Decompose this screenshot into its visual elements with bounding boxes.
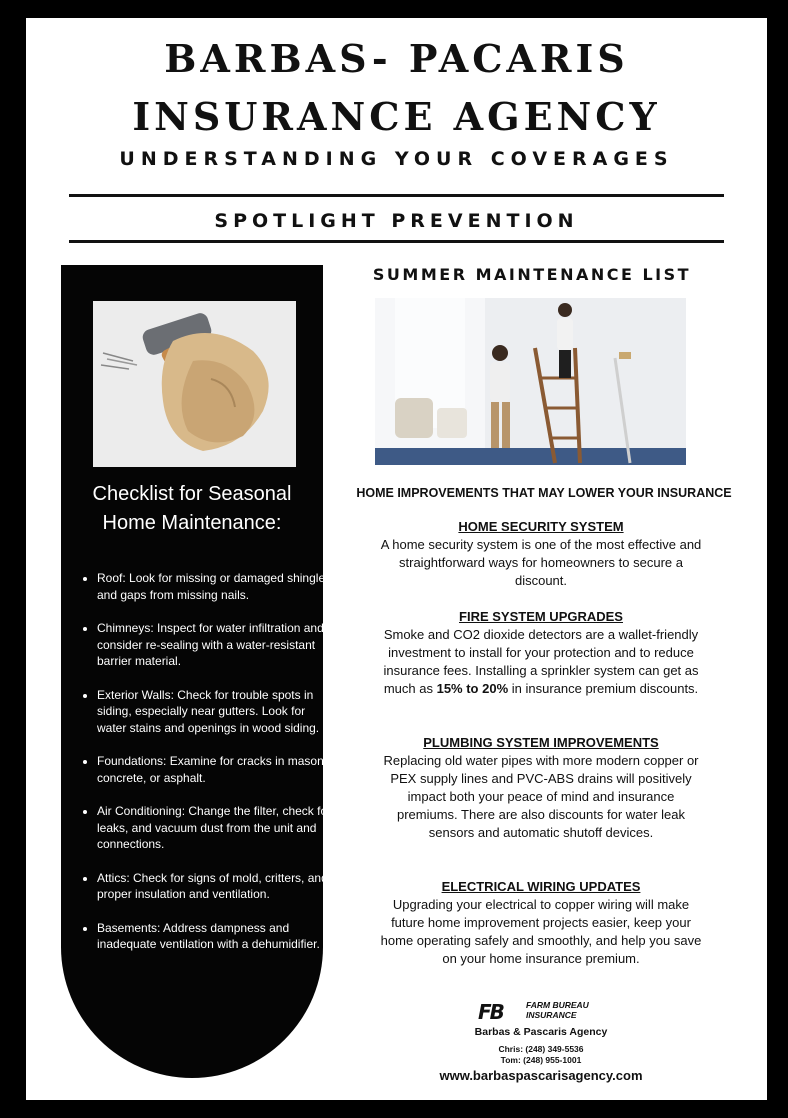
- hammer-gloves-image: [93, 301, 296, 467]
- divider-bottom: [69, 240, 724, 243]
- painting-photo: [375, 298, 686, 465]
- section-home-security: [376, 518, 706, 590]
- section-title: ELECTRICAL WIRING UPDATES: [441, 879, 641, 894]
- checklist-sidebar: [61, 265, 337, 1078]
- logo-line2: INSURANCE: [526, 1010, 577, 1020]
- section-body: A home security system is one of the most effective and straightforward ways for homeowners to secure a discount.: [380, 537, 702, 588]
- phone-tom: Tom: (248) 955-1001: [500, 1055, 582, 1065]
- improvements-heading: HOME IMPROVEMENTS THAT MAY LOWER YOUR INSURANCE: [356, 486, 732, 500]
- summer-maintenance-heading: SUMMER MAINTENANCE LIST: [372, 265, 692, 284]
- checklist-item: • Basements: Address dampness and inadequate ventilation with a dehumidifier.: [97, 920, 337, 953]
- section-plumbing: [376, 734, 706, 842]
- section-body: Replacing old water pipes with more modern copper or PEX supply lines and PVC-ABS drains will positively impact both your peace of mind and insurance premiums. There are also discounts for water leak sensors and automatic shutoff devices.: [383, 753, 699, 840]
- discount-range: 15% to 20%: [436, 681, 509, 696]
- checklist-heading-line1: Checklist for Seasonal: [92, 483, 292, 505]
- checklist-heading: [61, 480, 323, 538]
- website-link[interactable]: www.barbaspascarisagency.com: [439, 1068, 643, 1083]
- farm-bureau-logo: [478, 1000, 608, 1022]
- farm-bureau-logo-text: [526, 1000, 589, 1020]
- section-electrical: [376, 878, 706, 968]
- agency-name: Barbas & Pascaris Agency: [474, 1026, 608, 1038]
- agency-title-line1: BARBAS- PACARIS: [164, 36, 629, 81]
- subtitle: UNDERSTANDING YOUR COVERAGES: [119, 148, 674, 170]
- checklist-item: • Attics: Check for signs of mold, critters, and proper insulation and ventilation.: [97, 870, 337, 903]
- section-body: Upgrading your electrical to copper wiring will make future home improvement projects easier, keep your home operating safely and smoothly, and help you save on your home insurance premium.: [380, 897, 702, 966]
- phone-chris: Chris: (248) 349-5536: [498, 1044, 584, 1054]
- section-title: FIRE SYSTEM UPGRADES: [459, 609, 623, 624]
- section-title: HOME SECURITY SYSTEM: [458, 519, 624, 534]
- section-fire-system: [376, 608, 706, 698]
- farm-bureau-logo-mark: FB: [478, 1000, 503, 1024]
- checklist-item: • Foundations: Examine for cracks in masonry, concrete, or asphalt.: [97, 753, 337, 786]
- logo-line1: FARM BUREAU: [526, 1000, 589, 1010]
- checklist-item: • Roof: Look for missing or damaged shingles, and gaps from missing nails.: [97, 570, 337, 603]
- agency-title-line2: INSURANCE AGENCY: [132, 94, 661, 139]
- section-body: Smoke and CO2 dioxide detectors are a wallet-friendly investment to install for your protection and to reduce insurance fees. Installing a sprinkler system can get as much as: [383, 627, 699, 696]
- flyer-page: [26, 18, 767, 1100]
- section-body-end: in insurance premium discounts.: [508, 681, 699, 696]
- checklist-item: • Chimneys: Inspect for water infiltration and consider re-sealing with a water-resistant barrier material.: [97, 620, 337, 670]
- checklist-list: [75, 570, 337, 970]
- section-title: PLUMBING SYSTEM IMPROVEMENTS: [423, 735, 659, 750]
- divider-top: [69, 194, 724, 197]
- checklist-heading-line2: Home Maintenance:: [102, 512, 282, 534]
- spotlight-heading: SPOTLIGHT PREVENTION: [214, 210, 579, 232]
- checklist-item: • Exterior Walls: Check for trouble spots in siding, especially near gutters. Look for water stains and openings in wood siding.: [97, 687, 337, 737]
- checklist-item: • Air Conditioning: Change the filter, check for leaks, and vacuum dust from the unit and connections.: [97, 803, 337, 853]
